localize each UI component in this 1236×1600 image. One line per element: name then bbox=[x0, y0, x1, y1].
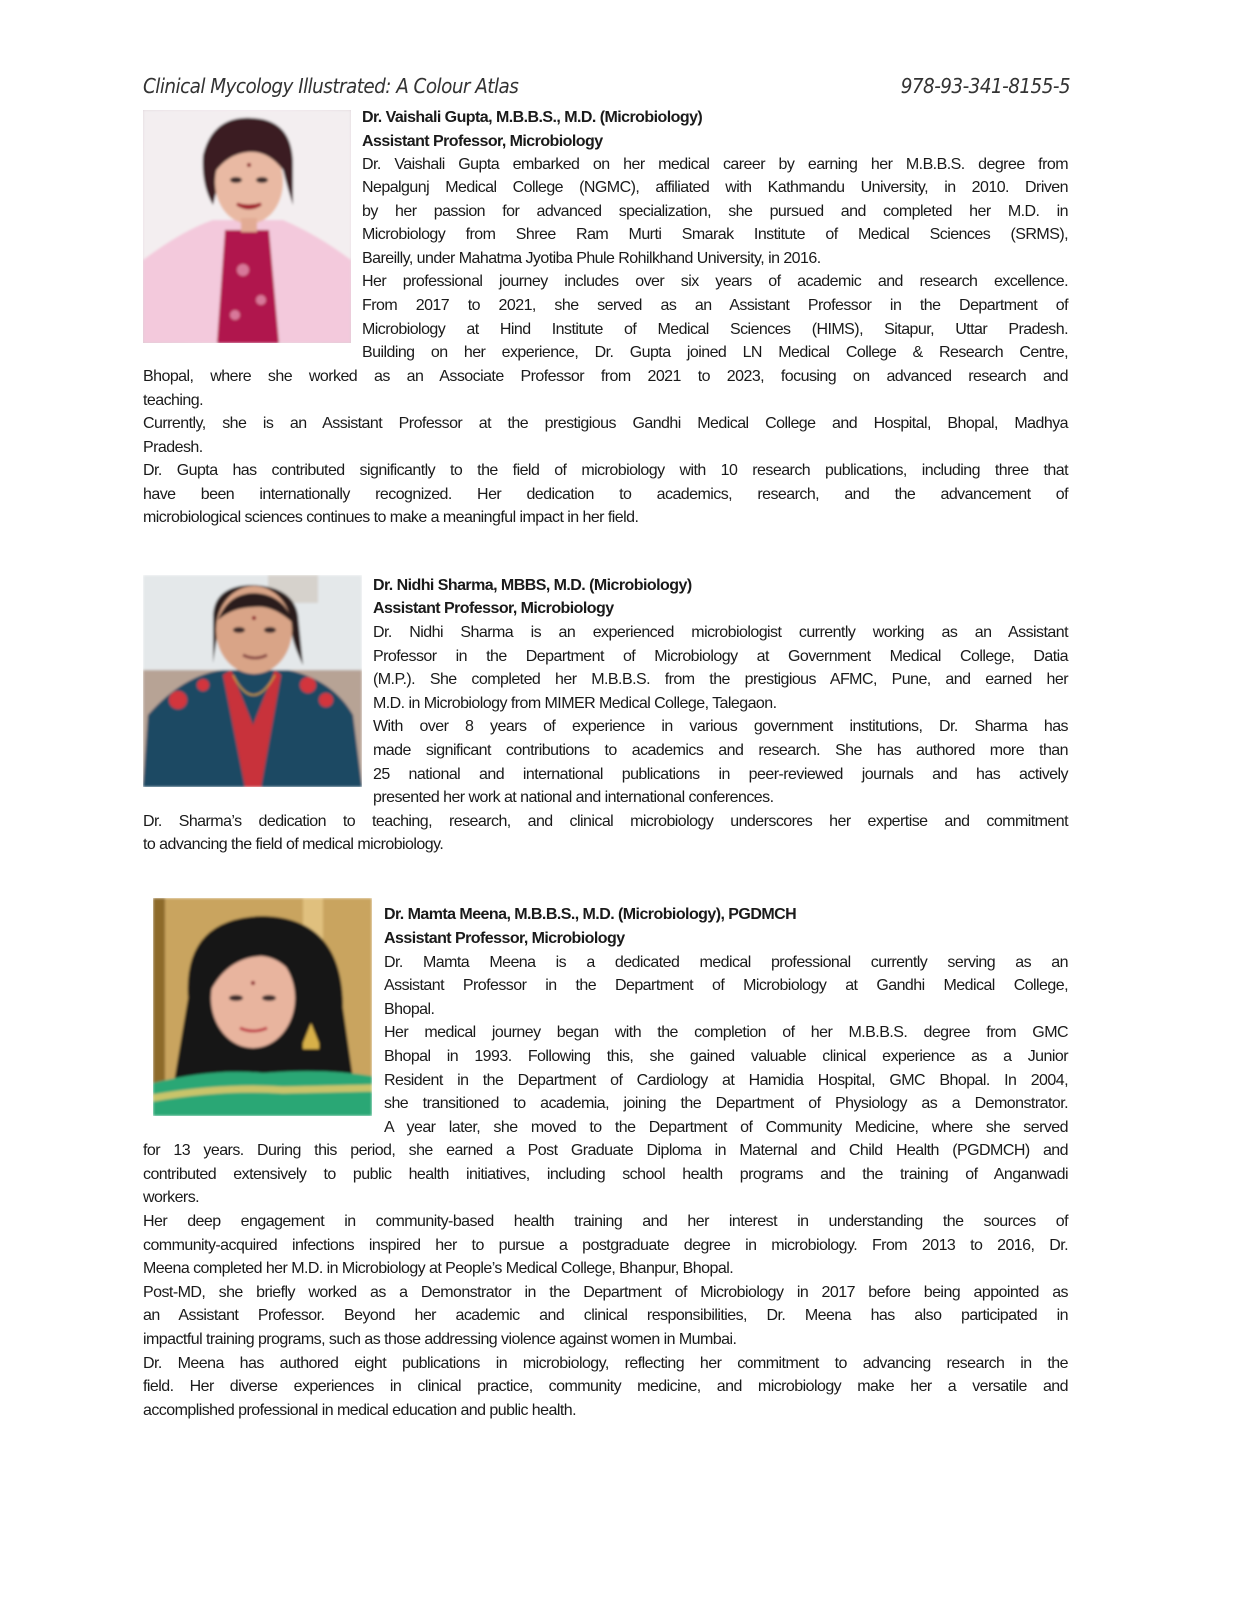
author-position: Assistant Professor, Microbiology bbox=[373, 600, 614, 617]
bio-line: she transitioned to academia, joining the Department of Physiology as a Demonstrator. bbox=[384, 1095, 1068, 1112]
bio-line: Bareilly, under Mahatma Jyotiba Phule Rohilkhand University, in 2016. bbox=[362, 250, 821, 267]
bio-line: have been internationally recognized. Her dedication to academics, research, and the advancement of bbox=[143, 486, 1068, 503]
bio-line: for 13 years. During this period, she earned a Post Graduate Diploma in Maternal and Child Health (PGDMCH) and bbox=[143, 1142, 1068, 1159]
author-photo-nidhi-sharma bbox=[143, 575, 362, 787]
bio-line: Microbiology from Shree Ram Murti Smarak Institute of Medical Sciences (SRMS), bbox=[362, 226, 1068, 243]
bio-line: Resident in the Department of Cardiology at Hamidia Hospital, GMC Bhopal. In 2004, bbox=[384, 1072, 1068, 1089]
book-title: Clinical Mycology Illustrated: A Colour Atlas bbox=[143, 74, 519, 98]
bio-line: Meena completed her M.D. in Microbiology at People’s Medical College, Bhanpur, Bhopal. bbox=[143, 1260, 734, 1277]
bio-line: Dr. Gupta has contributed significantly to the field of microbiology with 10 research publications, including three that bbox=[143, 462, 1068, 479]
bio-line: Bhopal, where she worked as an Associate Professor from 2021 to 2023, focusing on advanced research and bbox=[143, 368, 1068, 385]
bio-line: Professor in the Department of Microbiology at Government Medical College, Datia bbox=[373, 648, 1068, 665]
bio-line: Her deep engagement in community-based health training and her interest in understanding the sources of bbox=[143, 1213, 1068, 1230]
author-name: Dr. Mamta Meena, M.B.B.S., M.D. (Microbiology), PGDMCH bbox=[384, 906, 797, 923]
bio-line: M.D. in Microbiology from MIMER Medical College, Talegaon. bbox=[373, 695, 777, 712]
bio-line: Dr. Sharma’s dedication to teaching, research, and clinical microbiology underscores her expertise and commitment bbox=[143, 813, 1068, 830]
portrait-photo-icon bbox=[143, 575, 362, 787]
bio-line: (M.P.). She completed her M.B.B.S. from the prestigious AFMC, Pune, and earned her bbox=[373, 671, 1068, 688]
bio-line: Pradesh. bbox=[143, 439, 203, 456]
bio-line: to advancing the field of medical microbiology. bbox=[143, 836, 444, 853]
bio-line: Her medical journey began with the completion of her M.B.B.S. degree from GMC bbox=[384, 1024, 1068, 1041]
bio-line: Dr. Mamta Meena is a dedicated medical professional currently serving as an bbox=[384, 954, 1068, 971]
author-position: Assistant Professor, Microbiology bbox=[384, 930, 625, 947]
bio-line: With over 8 years of experience in various government institutions, Dr. Sharma has bbox=[373, 718, 1068, 735]
bio-line: Her professional journey includes over six years of academic and research excellence. bbox=[362, 273, 1068, 290]
bio-line: Bhopal. bbox=[384, 1001, 435, 1018]
bio-line: field. Her diverse experiences in clinical practice, community medicine, and microbiology make her a versatile and bbox=[143, 1378, 1068, 1395]
bio-line: microbiological sciences continues to make a meaningful impact in her field. bbox=[143, 509, 639, 526]
bio-line: by her passion for advanced specialization, she pursued and completed her M.D. in bbox=[362, 203, 1068, 220]
author-photo-mamta-meena bbox=[153, 898, 372, 1116]
bio-line: Microbiology at Hind Institute of Medical Sciences (HIMS), Sitapur, Uttar Pradesh. bbox=[362, 321, 1068, 338]
author-photo-vaishali-gupta bbox=[143, 110, 351, 343]
bio-line: Post-MD, she briefly worked as a Demonstrator in the Department of Microbiology in 2017 before being appointed as bbox=[143, 1284, 1068, 1301]
bio-line: A year later, she moved to the Department of Community Medicine, where she served bbox=[384, 1119, 1068, 1136]
author-position: Assistant Professor, Microbiology bbox=[362, 133, 603, 150]
isbn: 978-93-341-8155-5 bbox=[900, 74, 1070, 98]
bio-line: Dr. Nidhi Sharma is an experienced microbiologist currently working as an Assistant bbox=[373, 624, 1068, 641]
bio-line: Building on her experience, Dr. Gupta joined LN Medical College & Research Centre, bbox=[362, 344, 1068, 361]
bio-line: an Assistant Professor. Beyond her academic and clinical responsibilities, Dr. Meena has also participated in bbox=[143, 1307, 1068, 1324]
bio-line: accomplished professional in medical education and public health. bbox=[143, 1402, 576, 1419]
bio-line: 25 national and international publications in peer-reviewed journals and has actively bbox=[373, 766, 1068, 783]
bio-line: community-acquired infections inspired her to pursue a postgraduate degree in microbiology. From 2013 to 2016, Dr. bbox=[143, 1237, 1068, 1254]
bio-line: contributed extensively to public health initiatives, including school health programs and the training of Anganwadi bbox=[143, 1166, 1068, 1183]
bio-line: workers. bbox=[143, 1189, 200, 1206]
portrait-photo-icon bbox=[143, 110, 351, 343]
author-name: Dr. Nidhi Sharma, MBBS, M.D. (Microbiology) bbox=[373, 577, 692, 594]
bio-line: Bhopal in 1993. Following this, she gained valuable clinical experience as a Junior bbox=[384, 1048, 1068, 1065]
bio-line: Assistant Professor in the Department of Microbiology at Gandhi Medical College, bbox=[384, 977, 1068, 994]
bio-line: made significant contributions to academics and research. She has authored more than bbox=[373, 742, 1068, 759]
bio-line: Currently, she is an Assistant Professor at the prestigious Gandhi Medical College and Hospital, Bhopal, Madhya bbox=[143, 415, 1068, 432]
portrait-photo-icon bbox=[153, 898, 372, 1116]
bio-line: impactful training programs, such as those addressing violence against women in Mumbai. bbox=[143, 1331, 737, 1348]
bio-line: Nepalgunj Medical College (NGMC), affiliated with Kathmandu University, in 2010. Driven bbox=[362, 179, 1068, 196]
bio-line: From 2017 to 2021, she served as an Assistant Professor in the Department of bbox=[362, 297, 1068, 314]
bio-line: Dr. Vaishali Gupta embarked on her medical career by earning her M.B.B.S. degree from bbox=[362, 156, 1068, 173]
bio-line: teaching. bbox=[143, 392, 203, 409]
bio-line: presented her work at national and international conferences. bbox=[373, 789, 774, 806]
bio-line: Dr. Meena has authored eight publications in microbiology, reflecting her commitment to advancing research in the bbox=[143, 1355, 1068, 1372]
author-name: Dr. Vaishali Gupta, M.B.B.S., M.D. (Microbiology) bbox=[362, 109, 703, 126]
